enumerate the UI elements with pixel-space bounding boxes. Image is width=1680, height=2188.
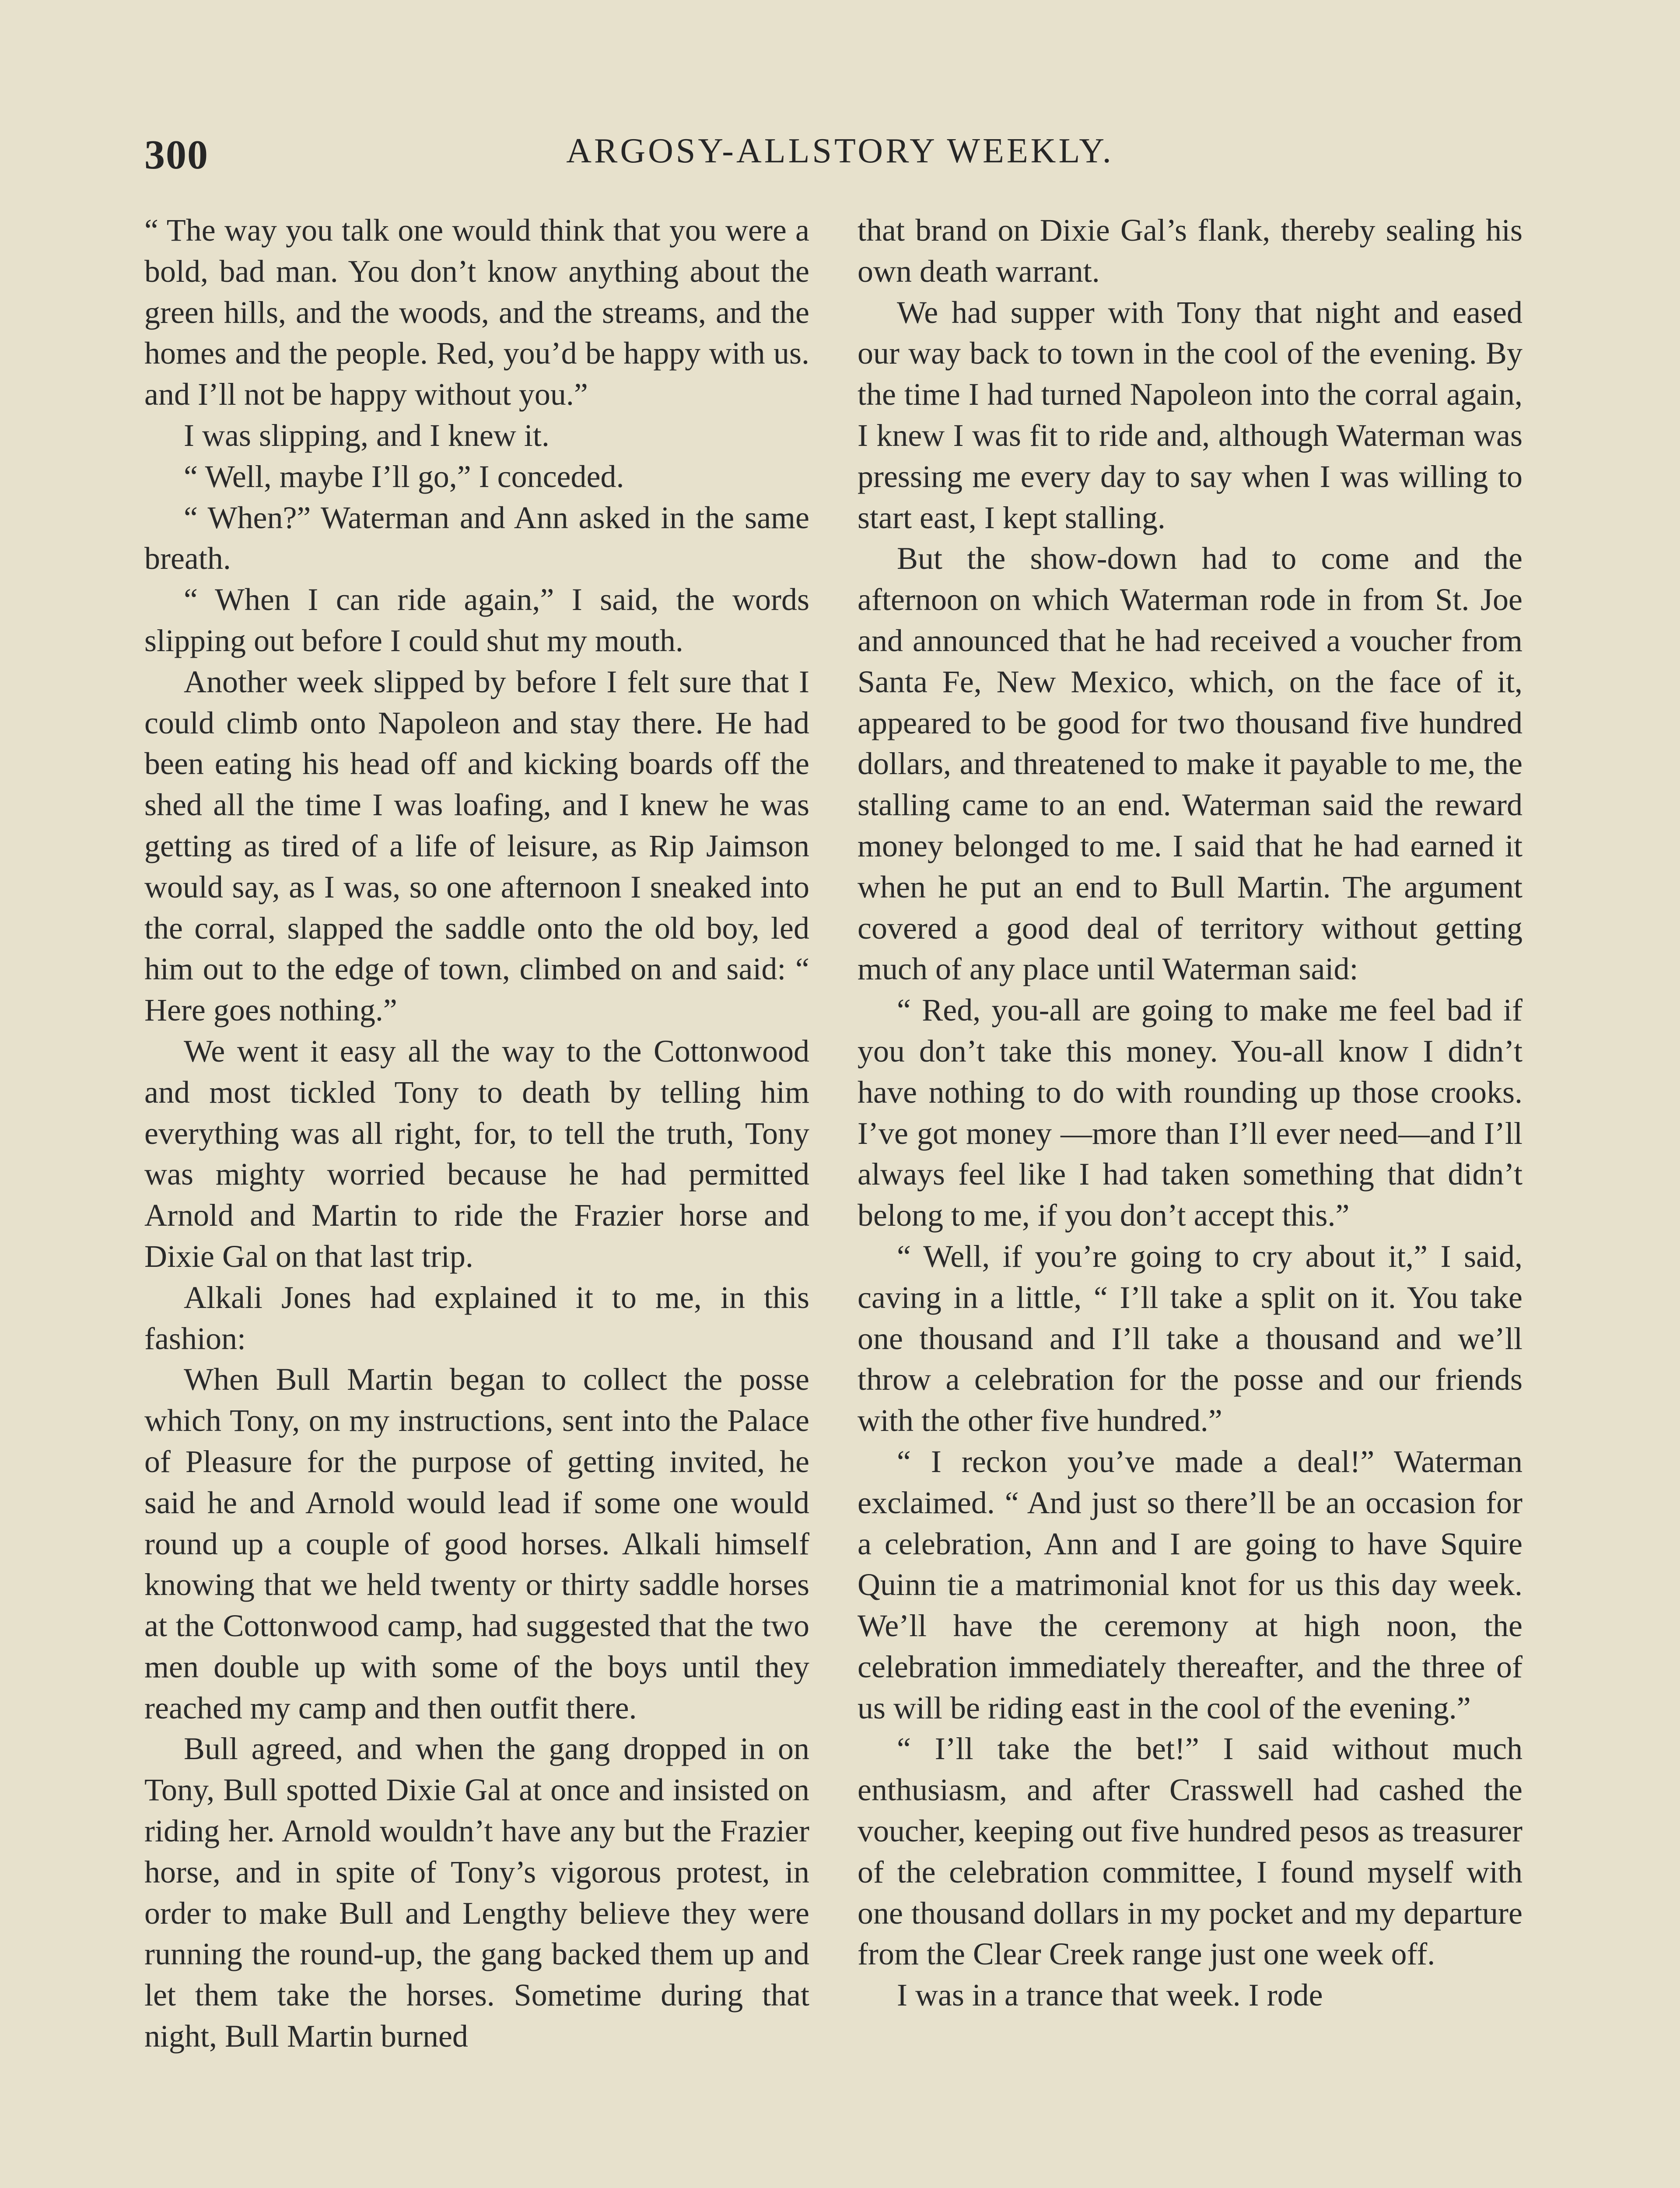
paragraph: Alkali Jones had explained it to me, in this fashion: (144, 1280, 809, 1356)
paragraph: But the show-down had to come and the afternoon on which Waterman rode in from St. Joe and announced that he had received a voucher from Santa Fe, New Mexico, which, on the face of it, appeared to be good for two thousand five hundred dollars, and threatened to make it payable to me, the stalling came to an end. Waterman said the reward money belonged to me. I said that he had earned it when he put an end to Bull Martin. The argument covered a good deal of territory without getting much of any place until Waterman said: (858, 541, 1522, 987)
paragraph: I was in a trance that week. I rode (897, 1978, 1323, 2013)
paragraph: We went it easy all the way to the Cottonwood and most tickled Tony to death by telling him everything was all right, for, to tell the truth, Tony was mighty worried because he had permitted Arnold and Martin to ride the Frazier horse and Dixie Gal on that last trip. (144, 1033, 809, 1274)
paragraph: “ The way you talk one would think that you were a bold, bad man. You don’t know anything about the green hills, and the woods, and the streams, and the homes and the people. Red, you’d be happy with us. and I’ll not be happy without you.” (144, 213, 809, 412)
paragraph: “ I reckon you’ve made a deal!” Waterman exclaimed. “ And just so there’ll be an occasion for a celebration, Ann and I are going to have Squire Quinn tie a matrimonial knot for us this day week. We’ll have the ceremony at high noon, the celebration immediately thereafter, and the three of us will be riding east in the cool of the evening.” (858, 1444, 1522, 1725)
paragraph: “ When I can ride again,” I said, the words slipping out before I could shut my mouth. (144, 582, 809, 658)
paragraph: “ I’ll take the bet!” I said without much enthusiasm, and after Crasswell had cashed the voucher, keeping out five hundred pesos as treasurer of the celebration committee, I found myself with one thousand dollars in my pocket and my departure from the Clear Creek range just one week off. (858, 1731, 1522, 1972)
paragraph: “ Red, you-all are going to make me feel bad if you don’t take this money. You-all know I didn’t have nothing to do with rounding up those crooks. I’ve got money —more than I’ll ever need—and I’ll always feel like I had taken something that didn’t belong to me, if you don’t accept this.” (858, 992, 1522, 1233)
paragraph: We had supper with Tony that night and eased our way back to town in the cool of the evening. By the time I had turned Napoleon into the corral again, I knew I was fit to ride and, although Waterman was pressing me every day to say when I was willing to start east, I kept stalling. (858, 295, 1522, 535)
right-column (858, 210, 1522, 2188)
paragraph: “ Well, maybe I’ll go,” I conceded. (184, 459, 624, 494)
paragraph: Bull agreed, and when the gang dropped in on Tony, Bull spotted Dixie Gal at once and insisted on riding her. Arnold wouldn’t have any but the Frazier horse, and in spite of Tony’s vigorous protest, in order to make Bull and Lengthy believe they were running the round-up, the gang backed them up and let them take the horses. Sometime during that night, Bull Martin burned (144, 1731, 809, 2054)
paragraph: “ Well, if you’re going to cry about it,” I said, caving in a little, “ I’ll take a split on it. You take one thousand and I’ll take a thousand and we’ll throw a celebration for the posse and our friends with the other five hundred.” (858, 1238, 1522, 1438)
paragraph: “ When?” Waterman and Ann asked in the same breath. (144, 500, 809, 576)
paragraph: I was slipping, and I knew it. (184, 417, 550, 453)
page-header (144, 131, 1536, 184)
paragraph: Another week slipped by before I felt sure that I could climb onto Napoleon and stay there. He had been eating his head off and kicking boards off the shed all the time I was loafing, and I knew he was getting as tired of a life of leisure, as Rip Jaimson would say, as I was, so one afternoon I sneaked into the corral, slapped the saddle onto the old boy, led him out to the edge of town, climbed on and said: “ Here goes nothing.” (144, 664, 809, 1028)
left-column (144, 210, 809, 2188)
running-title: ARGOSY-ALLSTORY WEEKLY. (566, 132, 1114, 170)
paragraph: that brand on Dixie Gal’s flank, thereby sealing his own death warrant. (858, 213, 1522, 289)
page-number: 300 (144, 132, 209, 178)
paragraph: When Bull Martin began to collect the posse which Tony, on my instructions, sent into the Palace of Pleasure for the purpose of getting invited, he said he and Arnold would lead if some one would round up a couple of good horses. Alkali himself knowing that we held twenty or thirty saddle horses at the Cottonwood camp, had suggested that the two men double up with some of the boys until they reached my camp and then outfit there. (144, 1362, 809, 1725)
